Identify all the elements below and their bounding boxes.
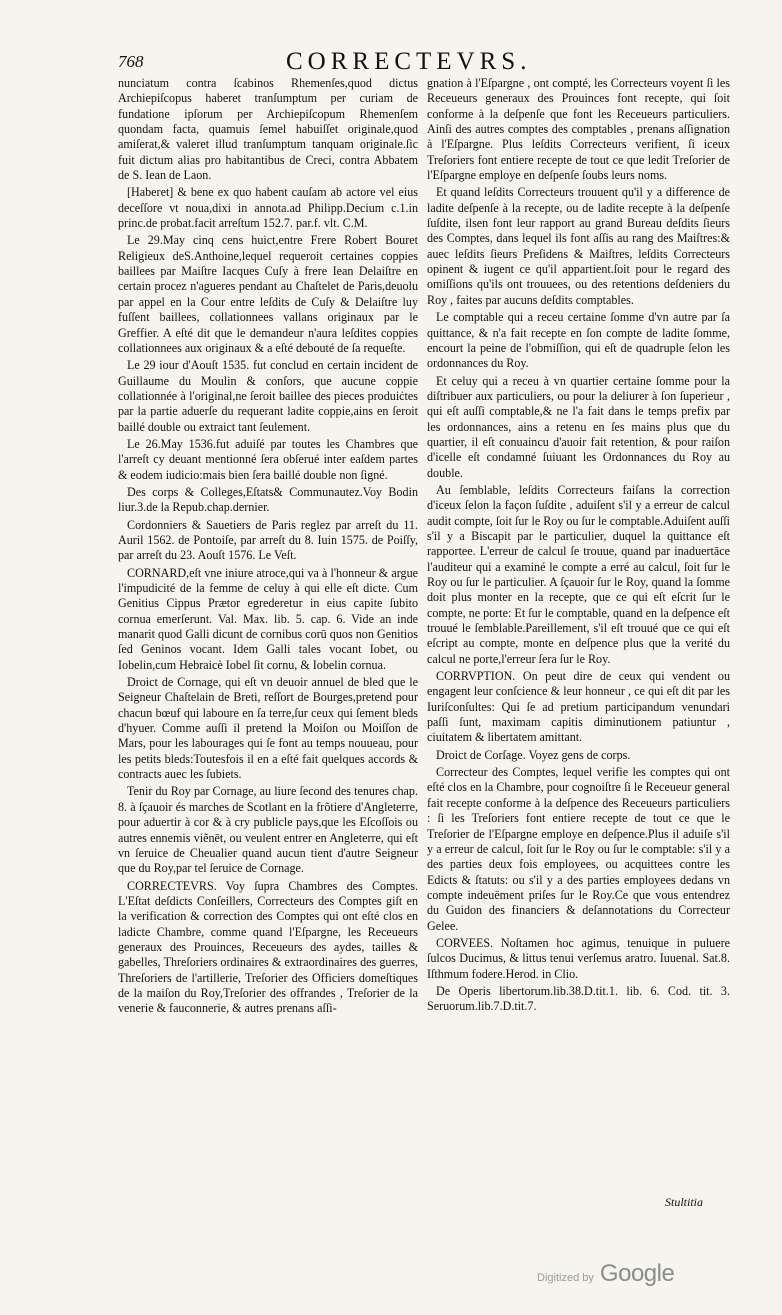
paragraph: CORRECTEVRS. Voy ſupra Chambres des Comptes. L'Eſtat deſdicts Conſeillers, Correcteurs des Comptes giſt en la verification & correction des Comptes qui ont eſté clos en ladicte Chambre, comme quand l'Eſpargne, les Receueurs generaux des Prouinces, Receueurs des aydes, tailles & gabelles, Threſoriers ordinaires & extraordinaires des guerres, Threſoriers de l'artillerie, Treſorier des Officiers domeſtiques de la maiſon du Roy,Treſorier des offrandes , Treſorier de la venerie & fauconnerie, & autres prenans aſſi- (118, 878, 418, 1016)
paragraph: Cordonniers & Sauetiers de Paris reglez par arreſt du 11. Auril 1562. de Pontoiſe, par arreſt du 8. Iuin 1575. de Poiſſy, par arreſt du 23. Aouſt 1576. Le Veſt. (118, 517, 418, 563)
page-number: 768 (118, 52, 144, 71)
paragraph: Le 29 iour d'Aouſt 1535. fut conclud en certain incident de Guillaume du Moulin & conſors, que aucune coppie collationnée à l'original,ne ſeroit baillee des pieces produiċtes par la partie aduerſe du requerant ladite coppie,ains en ſeroit baillé double ou extraict tant ſeulement. (118, 358, 418, 434)
paragraph: Des corps & Colleges,Eſtats& Communautez.Voy Bodin liur.3.de la Repub.chap.dernier. (118, 484, 418, 515)
catchword: Stultitia (665, 1195, 704, 1209)
paragraph: Droict de Cornage, qui eſt vn deuoir annuel de bled que le Seigneur Chaſtelain de Breti, reſſort de Bourges,pretend pour chacun bœuf qui laboure en ſa terre,ſur ceux qui ſement bleds d'hyuer. Comme auſſi il pretend la Moiſon ou Moiſſon de Mars, pour les labourages qui ſe font au temps nouueau, pour les petits bleds:Toutesfois il en a eſté fait quelques accords & contracts auec les ſubiets. (118, 675, 418, 782)
page-title: CORRECTEVRS. (286, 48, 532, 75)
digitization-watermark (537, 1260, 674, 1288)
paragraph: De Operis libertorum.lib.38.D.tit.1. lib. 6. Cod. tit. 3. Seruorum.lib.7.D.tit.7. (427, 983, 730, 1014)
paragraph: Droict de Corſage. Voyez gens de corps. (436, 747, 631, 762)
paragraph: Et quand leſdits Correcteurs trouuent qu'il y a difference de ladite deſpenſe à la recepte, ou de ladite recepte à la deſpenſe ſuſdite, ilsen font leur rapport au grand Bureau deſdits ſieurs des Comptes, dans lequel ils font aſſis au rang des Maiſtres:& auec leſdits ſieurs Preſidens & Maiſtres, leſdits Correcteurs opinent & iugent ce qu'il appartient.ſoit pour le regard des omiſſions qu'ils ont trouuees, ou des retentions deſdeniers du Roy , faites par aucuns deſdits comptables. (427, 185, 730, 307)
paragraph: Le comptable qui a receu certaine ſomme d'vn autre par ſa quittance, & n'a fait recepte en ſon compte de ladite ſomme, encourt la peine de l'obmiſſion, qui eſt de quadruple ſelon les ordonnances du Roy. (427, 310, 730, 371)
paragraph: CORRVPTION. On peut dire de ceux qui vendent ou engagent leur conſcience & leur honneur , ce qui eſt dit par les Iuriſconſultes: Qui ſe ad pretium participandum venundari paſſi ſunt, maximam capitis diminutionem patiuntur , ciuitatem & libertatem amittant. (427, 669, 730, 745)
paragraph: Au ſemblable, leſdits Correcteurs faiſans la correction d'iceux ſelon la façon ſuſdite , aduiſent s'il y a erreur de calcul audit compte, ſoit ſur le Roy ou ſur le comptable.Aduiſent auſſi s'il y a Biscapit par le particulier, duquel la quittance eſt rapportee. L'erreur de calcul ſe trouue, quand par inaduertāce l'auditeur qui a examiné le compte a erré au calcul, ſoit ſur le Roy ou ſur le particulier. A ſçauoir ſur le Roy, quand la ſomme doit plus monter en la recepte, que ce qui eſt eſcrit ſur le compte, ne porte: Et ſur le comptable, quand en la deſpence eſt trouué le ſemblable.Pareillement, s'il eſt trouué que ce qui eſt eſcript au compte, monte en deſpence plus que la verité du calcul ne porte,l'erreur ſera ſur le Roy. (427, 482, 730, 666)
paragraph: nunciatum contra ſcabinos Rhemenſes,quod dictus Archiepiſcopus haberet tranſumptum per curiam de fundatione ipſorum per Archiepiſcopum Rhemenſem quondam facta, quamuis ſemel habuiſſet originale,quod amiſerat,& valeret illud tranſumptum tanquam originale.ſic fuit dictum alias pro habitantibus de Creci, contra Abbatem de S. Iean de Laon. (118, 76, 418, 183)
left-column (118, 76, 418, 1017)
paragraph: [Haberet] & bene ex quo habent cauſam ab actore vel eius deceſſore vt noua,dixi in annota.ad Philipp.Decium c.1.in princ.de probat.facit arreſtum 152.7. par.f. vlt. C.M. (118, 185, 418, 231)
paragraph: Tenir du Roy par Cornage, au liure ſecond des tenures chap. 8. à ſçauoir és marches de Scotlant en la frõtiere d'Angleterre, pour aduertir à cor & à cry publicle pays,que les Eſcoſſois ou autres ennemis viẽnēt, ou veulent entrer en Angleterre, qui eſt vn ſeruice de Cheualier quand aucun tient d'autre Seigneur que du Roy,par tel ſeruice de Cornage. (118, 784, 418, 876)
paragraph: CORVEES. Noſtamen hoc agimus, tenuique in puluere ſulcos Ducimus, & littus tenui verſemus aratro. Iuuenal. Sat.8. Iſthmum fodere.Herod. in Clio. (427, 935, 730, 981)
paragraph: Et celuy qui a receu à vn quartier certaine ſomme pour la diſtribuer aux particuliers, ou pour la deliurer à ſon ſuperieur , qui eſt auſſi comptable,& ne l'a fait dans le temps prefix par les ordonnances, ains a retenu en ſes mains plus que du quartier, il eſt conuaincu d'auoir fait retention, & pour raiſon d'icelle eſt condamné ſuiuant les Ordonnances du Roy au double. (427, 373, 730, 480)
paragraph: Le 29.May cinq cens huict,entre Frere Robert Bouret Religieux deS.Anthoine,lequel requeroit certaines coppies baillees par Maiſtre Iacques Cuſy à frere Iean Delaiſtre en certain procez n'agueres pendant au Chaſtelet de Paris,deuolu par appel en la Cour entre leſdits de Cuſy & Delaiſtre luy fuſſent baillees, collationnees vallans originaux par le Greffier. A eſté dit que le demandeur n'aura leſdites coppies collationnees aux originaux & a eſté debouté de ſa requeſte. (118, 233, 418, 355)
watermark-prefix: Digitized by (537, 1272, 594, 1284)
paragraph: Le 26.May 1536.fut aduiſé par toutes les Chambres que l'arreſt cy deuant mentionné ſera obſerué inter eaſdem partes & eodem iudicio:mais bien ſera baillé double non ſigné. (118, 436, 418, 482)
running-head (118, 48, 718, 75)
google-logo: Google (599, 1260, 675, 1287)
paragraph: CORNARD,eſt vne iniure atroce,qui va à l'honneur & argue l'impudicité de la femme de celuy à qui elle eſt dicte. Cum Genitius Cippus Prætor egrederetur in eius capite ſubito cornua emerſerunt. Val. Max. lib. 5. cap. 6. Vide an inde manarit quod Galli dicunt de cornibus corū quos non Genitios ſed Geninos vocant. Idem Galli tales vocant Iobet, ou Iobelin,cum Hebraicè Iobel ſit cornu, & Iobelin cornua. (118, 565, 418, 672)
paragraph: Correcteur des Comptes, lequel verifie les comptes qui ont eſté clos en la Chambre, pour cognoiſtre ſi le Receueur general fait recepte conforme à la deſpence des Receueurs particuliers : ſi les Treſoriers font entiere recepte de tout ce que le Treſorier de l'Eſpargne employe en deſpence.Plus il aduiſe s'il y a erreur de calcul, ſoit ſur le Roy ou ſur le comptable: s'il y a des parties deux fois employees, ou acquittees contre les Edicts & ſtatuts: ou s'il y a des parties employees dedans vn compte indeuëment priſes ſur le Roy.Ce que vous entendrez du Guidon des financiers & deſannotations du Correcteur Gelee. (427, 765, 730, 933)
right-column (427, 76, 730, 1015)
paragraph: gnation à l'Eſpargne , ont compté, les Correcteurs voyent ſi les Receueurs generaux des Prouinces font recepte, qui ſoit conforme à la deſpenſe que font les Receueurs particuliers. Ainſi des autres comptes des comptables , prenans aſſignation à l'Eſpargne. Plus leſdits Correcteurs verifient, ſi iceux Treſoriers font entiere recepte de tout ce que ledit Treſorier de l'Eſpargne employe en deſpenſe ſoubs leurs noms. (427, 76, 730, 183)
